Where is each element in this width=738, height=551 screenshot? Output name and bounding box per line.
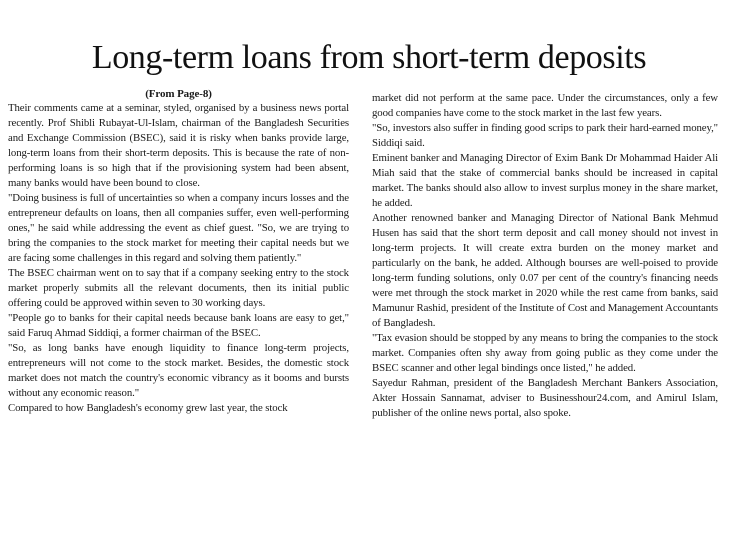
paragraph: "So, investors also suffer in finding good scrips to park their hard-earned money," Siddiqi said. xyxy=(372,122,718,149)
paragraph: Their comments came at a seminar, styled, organised by a business news portal recently. Prof Shibli Rubayat-Ul-Islam, chairman of the Bangladesh Securities and Exchange Commission (BSEC), said it is risky when banks provide large, long-term loans from their short-term deposits. This is because the rate of non-performing loans is so high that if the provisioning system had been absent, many banks would have been bound to close. xyxy=(8,102,349,189)
left-column xyxy=(8,88,349,551)
paragraph: market did not perform at the same pace. Under the circumstances, only a few good companies have come to the stock market in the last few years. xyxy=(372,92,718,119)
right-column xyxy=(372,91,718,551)
paragraph: Compared to how Bangladesh's economy grew last year, the stock xyxy=(8,402,288,414)
headline: Long-term loans from short-term deposits xyxy=(91,39,647,76)
paragraph: "People go to banks for their capital needs because bank loans are easy to get," said Faruq Ahmad Siddiqi, a former chairman of the BSEC. xyxy=(8,312,349,339)
paragraph: Eminent banker and Managing Director of Exim Bank Dr Mohammad Haider Ali Miah said that the stake of commercial banks should be increased in capital market. The banks should also allow to invest surplus money in the share market, he added. xyxy=(372,152,718,209)
paragraph: "Tax evasion should be stopped by any means to bring the companies to the stock market. Companies often shy away from going public as they come under the BSEC scanner and other legal bindings once listed," he added. xyxy=(372,332,718,374)
paragraph: The BSEC chairman went on to say that if a company seeking entry to the stock market properly submits all the relevant documents, then its initial public offering could be approved within seven to 30 working days. xyxy=(8,267,349,309)
continued-from-label: (From Page-8) xyxy=(145,88,212,100)
paragraph: "So, as long banks have enough liquidity to finance long-term projects, entrepreneurs will not come to the stock market. Besides, the domestic stock market does not match the country's economic vibrancy as it booms and bursts without any economic reason." xyxy=(8,342,349,399)
paragraph: "Doing business is full of uncertainties so when a company incurs losses and the entrepreneur defaults on loans, then all companies suffer, even well-performing ones," he said while addressing the event as chief guest. "So, we are trying to bring the companies to the stock market for meeting their capital needs but we are facing some challenges in this regard and solving them patiently." xyxy=(8,192,349,264)
paragraph: Sayedur Rahman, president of the Bangladesh Merchant Bankers Association, Akter Hossain Sannamat, adviser to Businesshour24.com, and Amirul Islam, publisher of the online news portal, also spoke. xyxy=(372,377,718,419)
paragraph: Another renowned banker and Managing Director of National Bank Mehmud Husen has said that the short term deposit and call money should not invest in long-term projects. It will create extra burden on the money market and particularly on the bank, he added. Although bourses are well-poised to provide long-term funding solutions, only 0.07 per cent of the country's financing needs were met through the stock market in 2020 while the rest came from banks, said Mamunur Rashid, president of the Institute of Cost and Management Accountants of Bangladesh. xyxy=(372,212,718,329)
